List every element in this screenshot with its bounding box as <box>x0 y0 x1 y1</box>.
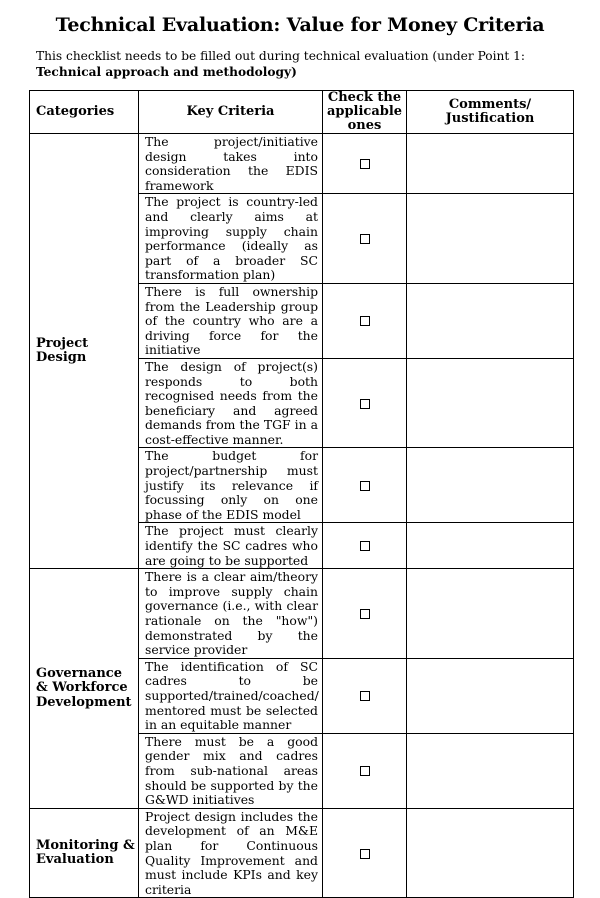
checkbox-cell[interactable] <box>323 448 407 523</box>
comments-cell[interactable] <box>407 569 574 659</box>
checkbox-icon[interactable] <box>360 691 370 701</box>
comments-cell[interactable] <box>407 134 574 194</box>
checkbox-cell[interactable] <box>323 358 407 448</box>
table-row <box>30 569 574 659</box>
intro-plain: This checklist needs to be filled out during technical evaluation (under Point 1: <box>36 49 526 63</box>
comments-cell[interactable] <box>407 733 574 808</box>
checkbox-cell[interactable] <box>323 283 407 358</box>
page-title: Technical Evaluation: Value for Money Criteria <box>55 14 545 36</box>
intro-text <box>36 48 576 80</box>
header-check: Check the applicable ones <box>323 91 407 134</box>
criteria-cell: There must be a good gender mix and cadres from sub-national areas should be supported by the G&WD initiatives <box>139 733 323 808</box>
criteria-cell: The budget for project/partnership must justify its relevance if focussing only on one phase of the EDIS model <box>139 448 323 523</box>
checkbox-icon[interactable] <box>360 766 370 776</box>
header-key-criteria: Key Criteria <box>139 91 323 134</box>
checkbox-icon[interactable] <box>360 609 370 619</box>
category-project-design: Project Design <box>30 134 139 569</box>
checkbox-icon[interactable] <box>360 849 370 859</box>
criteria-cell: The project/initiative design takes into consideration the EDIS framework <box>139 134 323 194</box>
criteria-cell: There is a clear aim/theory to improve supply chain governance (i.e., with clear rationale on the "how") demonstrated by the service provider <box>139 569 323 659</box>
checkbox-icon[interactable] <box>360 399 370 409</box>
checkbox-icon[interactable] <box>360 159 370 169</box>
comments-cell[interactable] <box>407 358 574 448</box>
category-governance-workforce: Governance & Workforce Development <box>30 569 139 809</box>
checkbox-icon[interactable] <box>360 481 370 491</box>
comments-cell[interactable] <box>407 448 574 523</box>
comments-cell[interactable] <box>407 523 574 569</box>
criteria-cell: Project design includes the development of an M&E plan for Continuous Quality Improvement and must include KPIs and key criteria <box>139 808 323 898</box>
table-row <box>30 134 574 194</box>
checkbox-cell[interactable] <box>323 134 407 194</box>
criteria-cell: The identification of SC cadres to be supported/trained/coached/ mentored must be selected in an equitable manner <box>139 658 323 733</box>
checkbox-cell[interactable] <box>323 808 407 898</box>
checkbox-cell[interactable] <box>323 658 407 733</box>
checkbox-cell[interactable] <box>323 523 407 569</box>
checkbox-icon[interactable] <box>360 234 370 244</box>
comments-cell[interactable] <box>407 808 574 898</box>
comments-cell[interactable] <box>407 283 574 358</box>
checkbox-cell[interactable] <box>323 569 407 659</box>
comments-cell[interactable] <box>407 658 574 733</box>
checkbox-cell[interactable] <box>323 194 407 284</box>
header-comments: Comments/ Justification <box>407 91 574 134</box>
intro-bold: Technical approach and methodology) <box>36 65 297 79</box>
criteria-cell: The design of project(s) responds to both recognised needs from the beneficiary and agreed demands from the TGF in a cost-effective manner. <box>139 358 323 448</box>
category-monitoring-evaluation: Monitoring & Evaluation <box>30 808 139 898</box>
table-row <box>30 808 574 898</box>
criteria-cell: There is full ownership from the Leadership group of the country who are a driving force for the initiative <box>139 283 323 358</box>
table-header-row <box>30 91 574 134</box>
criteria-cell: The project is country-led and clearly aims at improving supply chain performance (ideally as part of a broader SC transformation plan) <box>139 194 323 284</box>
comments-cell[interactable] <box>407 194 574 284</box>
header-categories: Categories <box>30 91 139 134</box>
checkbox-icon[interactable] <box>360 316 370 326</box>
checkbox-cell[interactable] <box>323 733 407 808</box>
criteria-cell: The project must clearly identify the SC cadres who are going to be supported <box>139 523 323 569</box>
evaluation-checklist-table <box>29 90 574 898</box>
checkbox-icon[interactable] <box>360 541 370 551</box>
